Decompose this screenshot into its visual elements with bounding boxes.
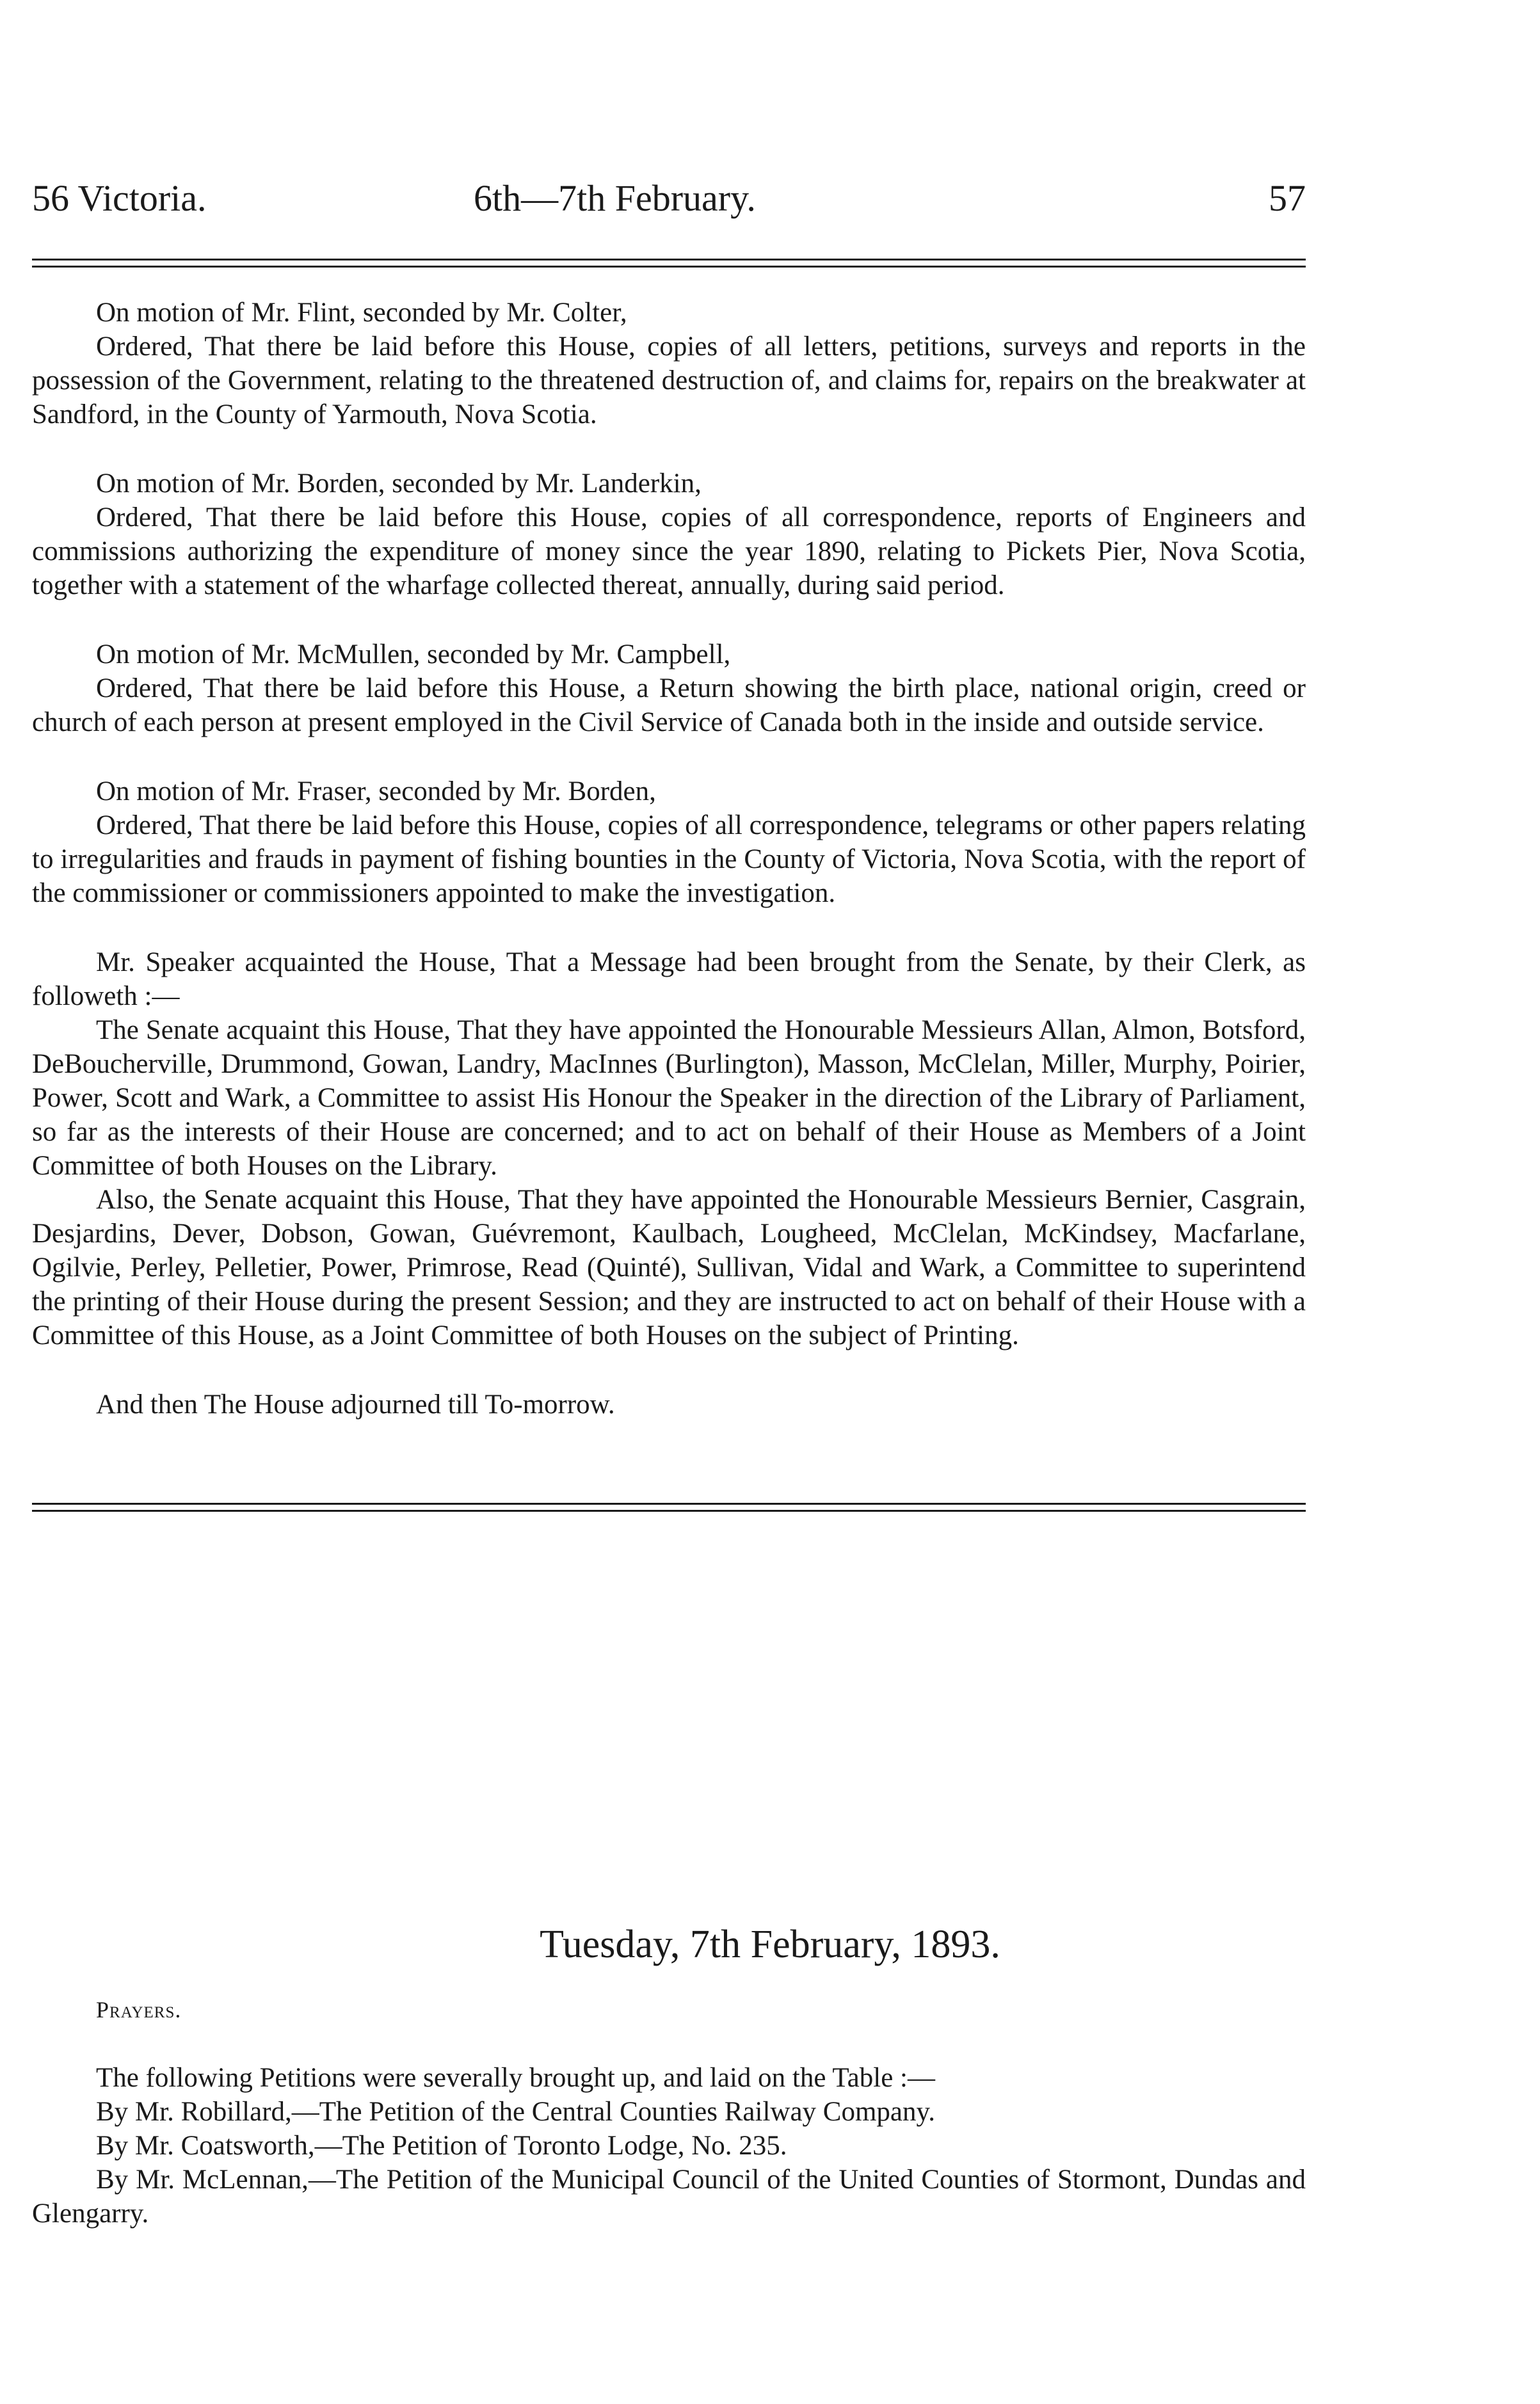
motion-intro: On motion of Mr. McMullen, seconded by Mr. Campbell,: [96, 639, 731, 669]
motion-order: Ordered, That there be laid before this House, a Return showing the birth place, national origin, creed or church of each person at present employed in the Civil Service of Canada both in the inside and outside service.: [32, 673, 1306, 737]
running-head: [32, 173, 1306, 224]
motion-intro: On motion of Mr. Flint, seconded by Mr. Colter,: [96, 298, 627, 328]
motion-order: Ordered, That there be laid before this House, copies of all correspondence, telegrams or other papers relating to irregularities and frauds in payment of fishing bounties in the County of Victoria, Nova Scotia, with the report of the commissioner or commissioners appointed to make the investigation.: [32, 810, 1306, 908]
header-rule: [32, 259, 1306, 268]
regnal-year: 56 Victoria.: [32, 177, 207, 219]
page-date-range: 6th—7th February.: [474, 177, 756, 219]
proceedings-feb-6: [32, 296, 1306, 1422]
page-number: 57: [1269, 177, 1306, 219]
motion-order: Ordered, That there be laid before this House, copies of all letters, petitions, surveys and reports in the possession of the Government, relating to the threatened destruction of, and claims for, repairs on the breakwater at Sandford, in the County of Yarmouth, Nova Scotia.: [32, 332, 1306, 429]
senate-message-library: The Senate acquaint this House, That they have appointed the Honourable Messieurs Allan, Almon, Botsford, DeBoucherville, Drummond, Gowan, Landry, MacInnes (Burlington), Masson, McClelan, Miller, Murphy, Poirier, Power, Scott and Wark, a Committee to assist His Honour the Speaker in the direction of the Library of Parliament, so far as the interests of their House are concerned; and to act on behalf of their House as Members of a Joint Committee of both Houses on the Library.: [32, 1015, 1306, 1181]
day-heading: Tuesday, 7th February, 1893.: [540, 1923, 1000, 1966]
petition-item: By Mr. McLennan,—The Petition of the Municipal Council of the United Counties of Stormont, Dundas and Glengarry.: [32, 2165, 1306, 2229]
petition-item: By Mr. Coatsworth,—The Petition of Toronto Lodge, No. 235.: [96, 2131, 787, 2161]
motion-intro: On motion of Mr. Fraser, seconded by Mr. Borden,: [96, 776, 656, 806]
petition-item: By Mr. Robillard,—The Petition of the Central Counties Railway Company.: [96, 2097, 935, 2127]
motion-order: Ordered, That there be laid before this House, copies of all correspondence, reports of Engineers and commissions authorizing the expenditure of money since the year 1890, relating to Pickets Pier, Nova Scotia, together with a statement of the wharfage collected thereat, annually, during said period.: [32, 502, 1306, 600]
petitions-intro: The following Petitions were severally brought up, and laid on the Table :—: [96, 2063, 935, 2093]
senate-message-intro: Mr. Speaker acquainted the House, That a Message had been brought from the Senate, by their Clerk, as followeth :—: [32, 947, 1306, 1011]
prayers-label: Prayers.: [96, 1997, 182, 2023]
proceedings-feb-7: [32, 2061, 1306, 2231]
senate-message-printing: Also, the Senate acquaint this House, That they have appointed the Honourable Messieurs Bernier, Casgrain, Desjardins, Dever, Dobson, Gowan, Guévremont, Kaulbach, Lougheed, McClelan, McKindsey, Macfarlane, Ogilvie, Perley, Pelletier, Power, Primrose, Read (Quinté), Sullivan, Vidal and Wark, a Committee to superintend the printing of their House during the present Session; and they are instructed to act on behalf of their House with a Committee of this House, as a Joint Committee of both Houses on the subject of Printing.: [32, 1185, 1306, 1350]
adjournment-note: And then The House adjourned till To-morrow.: [96, 1390, 615, 1420]
motion-intro: On motion of Mr. Borden, seconded by Mr. Landerkin,: [96, 469, 702, 499]
day-separator-rule: [32, 1503, 1306, 1512]
